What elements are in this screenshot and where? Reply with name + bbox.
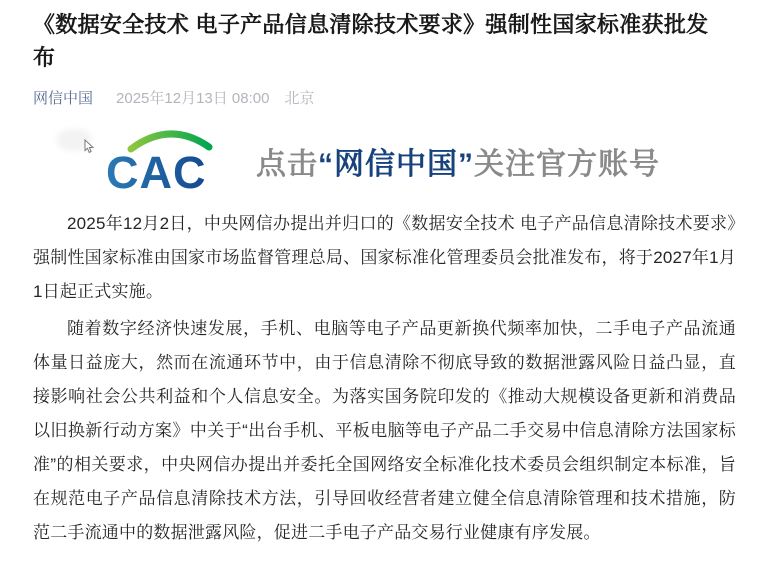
banner-account-text: “网信中国” bbox=[318, 148, 474, 181]
account-link[interactable]: 网信中国 bbox=[33, 90, 94, 107]
cac-logo-icon bbox=[104, 126, 236, 196]
banner-slogan bbox=[256, 139, 660, 183]
article-meta bbox=[33, 88, 736, 109]
article-title: 《数据安全技术 电子产品信息清除技术要求》强制性国家标准获批发布 bbox=[33, 12, 709, 70]
banner-smudge bbox=[57, 129, 91, 151]
article-page bbox=[0, 8, 772, 550]
paragraph-1: 2025年12月2日，中央网信办提出并归口的《数据安全技术 电子产品信息清除技术要求》强制性国家标准由国家市场监督管理总局、国家标准化管理委员会批准发布，将于2027年1月1日起正式实施。 bbox=[33, 214, 736, 301]
banner-image[interactable] bbox=[33, 117, 736, 205]
cac-logo-text: CAC bbox=[106, 147, 207, 196]
banner-follow-text: 关注官方账号 bbox=[474, 148, 660, 181]
publish-location: 北京 bbox=[284, 90, 315, 107]
publish-time: 2025年12月13日 08:00 bbox=[116, 90, 270, 107]
paragraph-2: 随着数字经济快速发展，手机、电脑等电子产品更新换代频率加快，二手电子产品流通体量日益庞大，然而在流通环节中，由于信息清除不彻底导致的数据泄露风险日益凸显，直接影响社会公共利益和个人信息安全。为落实国务院印发的《推动大规模设备更新和消费品以旧换新行动方案》中关于“出台手机、平板电脑等电子产品二手交易中信息清除方法国家标准”的相关要求，中央网信办提出并委托全国网络安全标准化技术委员会组织制定本标准，旨在规范电子产品信息清除技术方法，引导回收经营者建立健全信息清除管理和技术措施，防范二手流通中的数据泄露风险，促进二手电子产品交易行业健康有序发展。 bbox=[33, 319, 736, 542]
banner-click-text: 点击 bbox=[256, 148, 318, 181]
article-body bbox=[33, 207, 736, 550]
